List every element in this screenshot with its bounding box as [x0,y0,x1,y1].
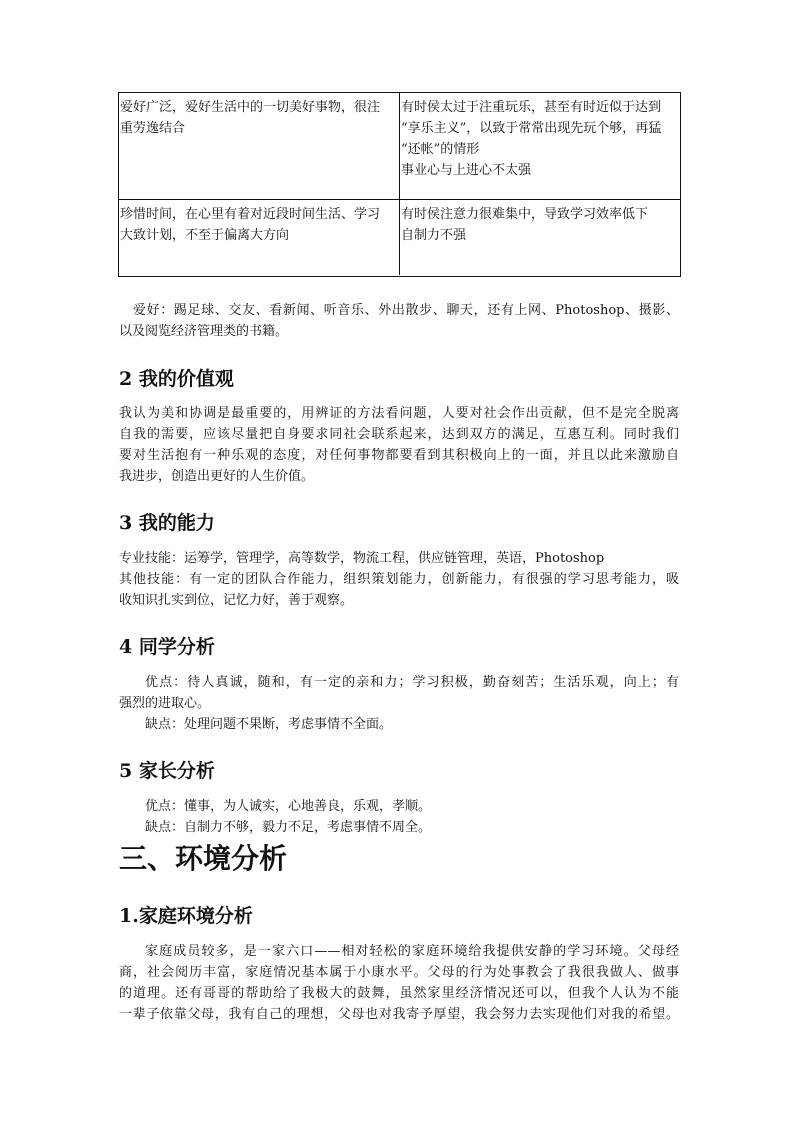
cell-line: 自制力不强 [401,228,467,243]
section-heading-family: 1.家庭环境分析 [119,905,253,927]
weaknesses-cell [399,200,680,275]
ability-paragraph [119,548,679,611]
paragraph-line: 收知识扎实到位，记忆力好，善于观察。 [119,593,354,608]
table-row [119,93,680,200]
paragraph-line: 我进步，创造出更好的人生价值。 [119,469,315,484]
strengths-cell [119,93,399,199]
paragraph-line: 缺点：自制力不够，毅力不足，考虑事情不周全。 [145,820,432,835]
paragraph-line: 要对生活抱有一种乐观的态度，对任何事物都要看到其积极向上的一面，并且以此来激励自 [119,448,679,463]
paragraph-line: 自我的需要，应该尽量把自身要求同社会联系起来，达到双方的满足，互惠互利。同时我们 [119,427,679,442]
chapter-heading-environment: 三、环境分析 [119,842,288,875]
paragraph-line: 强烈的进取心。 [119,696,211,711]
cell-line: 大致计划，不至于偏离大方向 [120,228,290,243]
weaknesses-cell [399,93,680,199]
paragraph-line: 优点：懂事，为人诚实，心地善良，乐观，孝顺。 [145,799,432,814]
paragraph-line: 家庭成员较多，是一家六口——相对轻松的家庭环境给我提供安静的学习环境。父母经 [145,944,679,959]
paragraph-line: 缺点：处理问题不果断，考虑事情不全面。 [145,717,393,732]
table-row [119,200,680,275]
paragraph-line: 其他技能：有一定的团队合作能力，组织策划能力，创新能力，有很强的学习思考能力，吸 [119,572,679,587]
paragraph-line: 一辈子依靠父母，我有自己的理想，父母也对我寄予厚望，我会努力去实现他们对我的希望。 [119,1007,679,1022]
cell-line: “还帐”的情形 [401,142,480,157]
section-heading-ability: 3 我的能力 [119,512,215,534]
cell-line: “享乐主义”，以致于常常出现先玩个够，再猛 [401,121,662,136]
cell-line: 珍惜时间，在心里有着对近段时间生活、学习 [120,207,381,222]
paragraph-line: 我认为美和协调是最重要的，用辨证的方法看问题，人要对社会作出贡献，但不是完全脱离 [119,406,679,421]
classmates-paragraph [119,672,679,735]
paragraph-line: 优点：待人真诚，随和，有一定的亲和力；学习积极，勤奋刻苦；生活乐观，向上；有 [145,675,679,690]
paragraph-line: 的道理。还有哥哥的帮助给了我极大的鼓舞，虽然家里经济情况还可以，但我个人认为不能 [119,986,679,1001]
section-heading-parents: 5 家长分析 [119,760,215,782]
cell-line: 有时侯注意力很难集中，导致学习效率低下 [401,207,649,222]
cell-line: 爱好广泛，爱好生活中的一切美好事物，很注 [120,100,381,115]
section-heading-values: 2 我的价值观 [119,368,234,390]
paragraph-line: 商，社会阅历丰富，家庭情况基本属于小康水平。父母的行为处事教会了我很我做人、做事 [119,965,679,980]
cell-line: 重劳逸结合 [120,121,186,136]
parents-paragraph [119,796,679,838]
self-analysis-table [118,92,681,277]
hobbies-paragraph [119,300,679,342]
strengths-cell [119,200,399,275]
paragraph-line: 爱好：踢足球、交友、看新闻、听音乐、外出散步、聊天，还有上网、Photoshop、摄影、 [133,303,679,318]
values-paragraph [119,403,679,487]
cell-line: 事业心与上进心不太强 [401,163,532,178]
paragraph-line: 以及阅览经济管理类的书籍。 [119,324,289,339]
section-heading-classmates: 4 同学分析 [119,636,215,658]
family-paragraph [119,941,679,1025]
paragraph-line: 专业技能：运筹学，管理学，高等数学，物流工程，供应链管理，英语，Photoshop [119,551,605,566]
cell-line: 有时侯太过于注重玩乐，甚至有时近似于达到 [401,100,662,115]
